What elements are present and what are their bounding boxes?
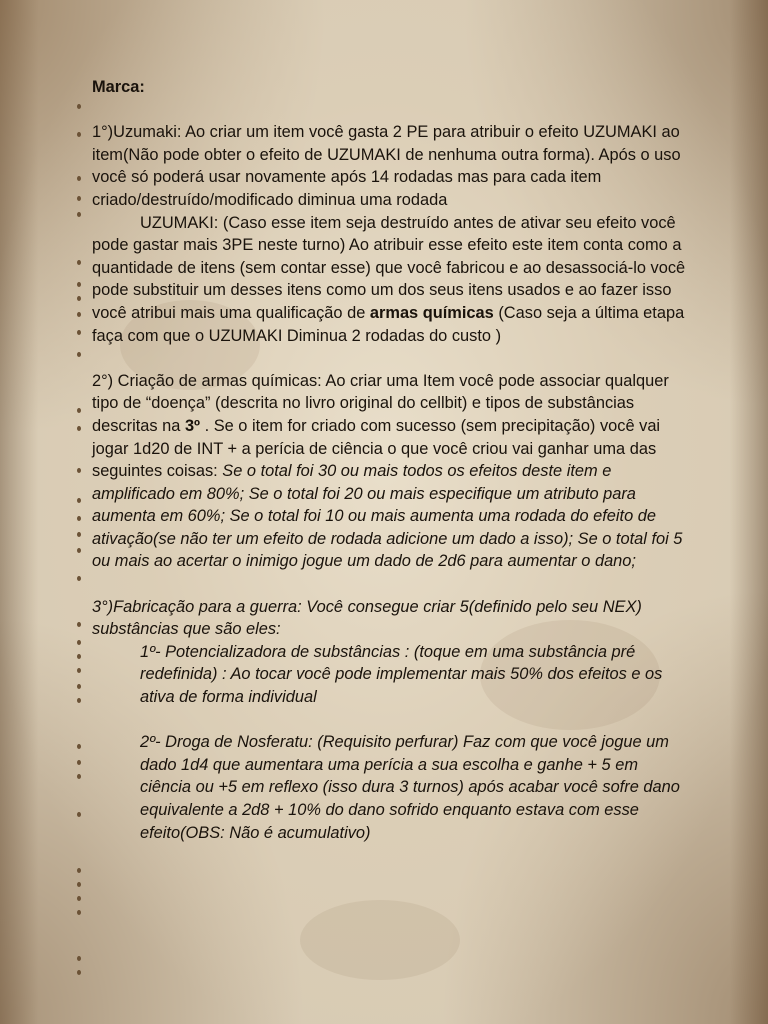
margin-bullet — [77, 698, 81, 703]
margin-bullet — [77, 282, 81, 287]
margin-bullet — [77, 132, 81, 137]
margin-bullet — [77, 352, 81, 357]
margin-bullet — [77, 312, 81, 317]
margin-bullet — [77, 812, 81, 817]
section-2-results: Se o total foi 30 ou mais todos os efeitos deste item e amplificado em 80%; Se o total foi 20 ou mais especifique um atributo para aumenta em 60%; Se o total foi 10 ou mais aumenta uma rodada do efeito de ativação(se não ter um efeito de rodada adicione um dado a isso); Se o total foi 5 ou mais ao acertar o inimigo jogue um dado de 2d6 para aumentar o dano; — [92, 462, 683, 571]
section-3-fabricacao: 3°)Fabricação para a guerra: Você consegue criar 5(definido pelo seu NEX) substâncias que são eles: — [92, 597, 642, 639]
document-page — [92, 76, 692, 844]
section-1-uzumaki: 1°)Uzumaki: Ao criar um item você gasta 2 PE para atribuir o efeito UZUMAKI ao item(Não pode obter o efeito de UZUMAKI de nenhuma outra forma). Após o uso você só poderá usar novamente após 14 rodadas mas para cada item criado/destruído/modificado diminua uma rodada — [92, 123, 681, 209]
margin-bullet — [77, 668, 81, 673]
margin-bullet — [77, 774, 81, 779]
paper-stain — [300, 900, 460, 980]
margin-bullet — [77, 882, 81, 887]
spacer — [92, 709, 692, 732]
margin-bullet — [77, 426, 81, 431]
margin-bullet — [77, 104, 81, 109]
section-2-armas-quimicas — [92, 370, 692, 573]
margin-bullet — [77, 744, 81, 749]
margin-bullet — [77, 296, 81, 301]
margin-bullet — [77, 654, 81, 659]
spacer — [92, 573, 692, 596]
margin-bullet — [77, 640, 81, 645]
margin-bullet — [77, 896, 81, 901]
substance-item-2: 2º- Droga de Nosferatu: (Requisito perfurar) Faz com que você jogue um dado 1d4 que aumentara uma perícia a sua escolha e ganhe + 5 em ciência ou +5 em reflexo (isso dura 3 turnos) após acabar você sofre dano equivalente a 2d8 + 10% do dano sofrido enquanto estava com esse efeito(OBS: Não é acumulativo) — [140, 733, 680, 842]
margin-bullet — [77, 910, 81, 915]
margin-bullet — [77, 576, 81, 581]
margin-bullet — [77, 260, 81, 265]
margin-bullet — [77, 548, 81, 553]
margin-bullet — [77, 408, 81, 413]
margin-bullet — [77, 176, 81, 181]
section-3-reference: 3º — [184, 416, 201, 435]
margin-bullet — [77, 468, 81, 473]
margin-bullet — [77, 330, 81, 335]
margin-bullet — [77, 532, 81, 537]
margin-bullet — [77, 956, 81, 961]
uzumaki-effect-paragraph — [92, 212, 692, 348]
margin-bullet — [77, 868, 81, 873]
margin-bullet — [77, 622, 81, 627]
margin-bullet — [77, 970, 81, 975]
substance-item-1: 1º- Potencializadora de substâncias : (toque em uma substância pré redefinida) : Ao tocar você pode implementar mais 50% dos efeitos e os ativa de forma individual — [140, 642, 663, 707]
section-2-text-cont: . Se o item for criado com sucesso (sem precipitação) você vai jogar 1d20 de INT + a perícia de ciência o que você criou vai ganhar uma das seguintes coisas: — [92, 416, 661, 481]
margin-bullet — [77, 498, 81, 503]
margin-bullet — [77, 196, 81, 201]
margin-bullet — [77, 516, 81, 521]
margin-bullet — [77, 760, 81, 765]
spacer — [92, 99, 692, 122]
armas-quimicas-emphasis: armas químicas — [369, 303, 494, 322]
margin-bullet — [77, 212, 81, 217]
uzumaki-effect-text: UZUMAKI: (Caso esse item seja destruído antes de ativar seu efeito você pode gastar mais 3PE neste turno) Ao atribuir esse efeito este item conta como a quantidade de itens (sem contar esse) que você fabricou e ao desassociá-lo você pode substituir um desses itens como um dos seus itens usados e ao fazer isso você atribui mais uma qualificação de — [92, 213, 686, 322]
margin-bullet — [77, 684, 81, 689]
spacer — [92, 347, 692, 370]
heading-marca: Marca: — [92, 78, 145, 96]
uzumaki-effect-text-end: (Caso seja a última etapa faça com que o UZUMAKI Diminua 2 rodadas do custo ) — [92, 303, 685, 345]
section-2-text: 2°) Criação de armas químicas: Ao criar uma Item você pode associar qualquer tipo de “doença” (descrita no livro original do cellbit) e tipos de substâncias descritas na — [92, 371, 669, 435]
